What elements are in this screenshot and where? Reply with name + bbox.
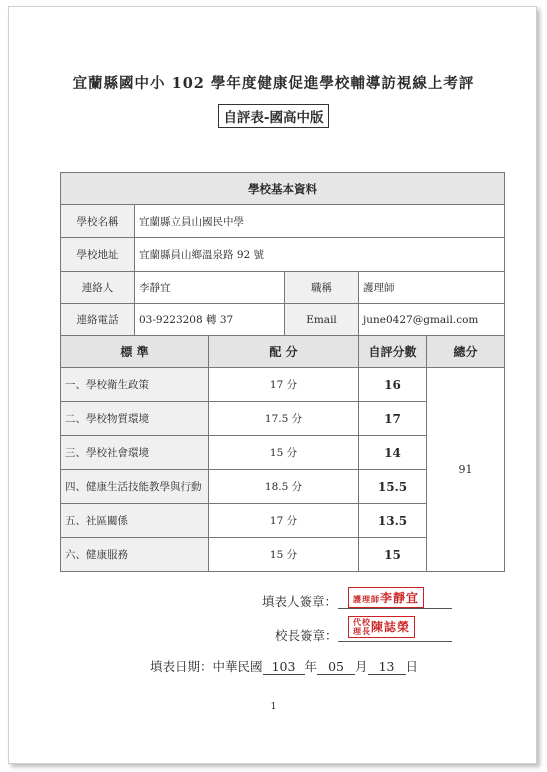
principal-stamp-name: 陳誌榮 (371, 620, 411, 634)
date-month: 05 (317, 659, 355, 675)
standard-cell: 五、社區關係 (61, 504, 209, 538)
table-row (61, 368, 505, 402)
points-cell: 17.5 分 (209, 402, 359, 436)
address-value: 宜蘭縣員山鄉溫泉路 92 號 (135, 238, 505, 272)
total-score-cell: 91 (427, 368, 505, 572)
points-cell: 17 分 (209, 504, 359, 538)
email-label: Email (285, 304, 359, 336)
standard-cell: 二、學校物質環境 (61, 402, 209, 436)
filler-signature-label: 填表人簽章： (262, 594, 338, 609)
page-number: 1 (270, 702, 277, 712)
address-label: 學校地址 (61, 238, 135, 272)
self-score-cell: 14 (359, 436, 427, 470)
date-month-unit: 月 (355, 659, 368, 674)
col-standard-header: 標 準 (61, 336, 209, 368)
date-label: 填表日期：中華民國 (150, 659, 263, 674)
self-score-cell: 17 (359, 402, 427, 436)
document-title: 宜蘭縣國中小 102 學年度健康促進學校輔導訪視線上考評 (72, 75, 475, 92)
job-title-value: 護理師 (359, 272, 505, 304)
principal-stamp-title-a: 代理 (353, 617, 362, 636)
document-subtitle: 自評表-國高中版 (218, 104, 328, 128)
standard-cell: 六、健康服務 (61, 538, 209, 572)
col-points-header: 配 分 (209, 336, 359, 368)
self-score-cell: 15 (359, 538, 427, 572)
evaluation-table (60, 172, 505, 572)
date-year: 103 (263, 659, 305, 675)
principal-signature-line (338, 641, 452, 642)
col-total-header: 總分 (427, 336, 505, 368)
points-cell: 17 分 (209, 368, 359, 402)
subtitle-wrap (0, 104, 547, 128)
points-cell: 15 分 (209, 436, 359, 470)
filler-stamp-name: 李靜宜 (380, 591, 420, 605)
email-value: june0427@gmail.com (359, 304, 505, 336)
filler-stamp (348, 587, 424, 608)
date-day: 13 (368, 659, 406, 675)
filler-signature-line (338, 608, 452, 609)
principal-stamp-title-b: 校長 (362, 617, 371, 636)
principal-stamp (348, 616, 415, 638)
self-score-cell: 15.5 (359, 470, 427, 504)
school-name-label: 學校名稱 (61, 205, 135, 238)
contact-label: 連絡人 (61, 272, 135, 304)
self-score-cell: 16 (359, 368, 427, 402)
principal-signature-label: 校長簽章： (275, 628, 338, 643)
col-self-header: 自評分數 (359, 336, 427, 368)
phone-value: 03-9223208 轉 37 (135, 304, 285, 336)
filler-stamp-title: 護理師 (353, 594, 380, 604)
standard-cell: 一、學校衛生政策 (61, 368, 209, 402)
date-year-unit: 年 (304, 659, 318, 674)
contact-value: 李靜宜 (135, 272, 285, 304)
self-score-cell: 13.5 (359, 504, 427, 538)
standard-cell: 三、學校社會環境 (61, 436, 209, 470)
points-cell: 15 分 (209, 538, 359, 572)
school-name-value: 宜蘭縣立員山國民中學 (135, 205, 505, 238)
date-day-unit: 日 (405, 659, 419, 674)
job-title-label: 職稱 (285, 272, 359, 304)
basic-info-header: 學校基本資料 (61, 173, 505, 205)
phone-label: 連絡電話 (61, 304, 135, 336)
points-cell: 18.5 分 (209, 470, 359, 504)
fill-date (150, 657, 418, 675)
standard-cell: 四、健康生活技能教學與行動 (61, 470, 209, 504)
